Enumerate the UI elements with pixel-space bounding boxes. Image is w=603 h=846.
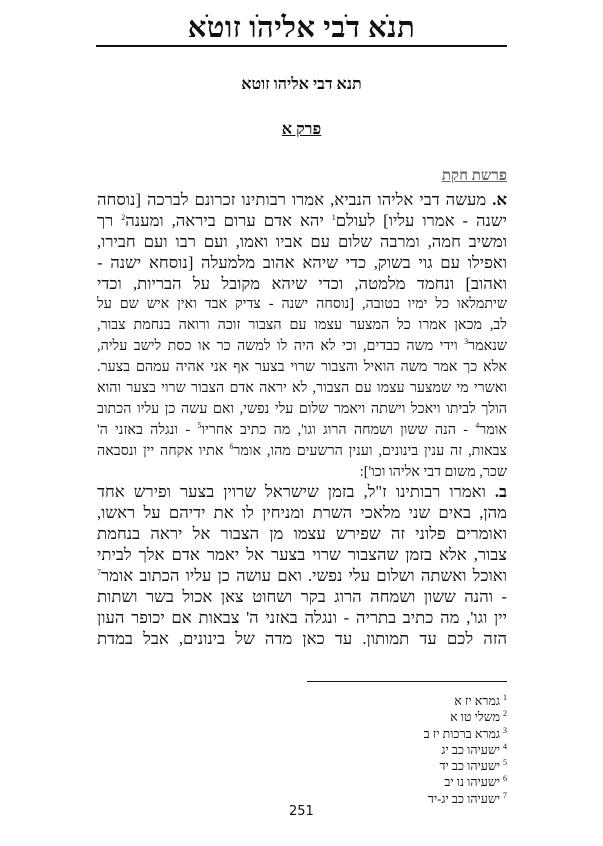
footnote xyxy=(424,706,507,725)
footnote-reference[interactable]: 5 xyxy=(197,420,202,430)
title-rule xyxy=(96,45,507,47)
footnote-reference[interactable]: 2 xyxy=(121,212,126,222)
text-segment: ואוכל ואשתה ושלום עלי נפשי. ואם עושה כן עליו הכתוב אומר xyxy=(101,566,507,586)
footnote-number: 4 xyxy=(503,741,507,751)
footnote-text: ישעיהו כב יד xyxy=(439,759,500,774)
text-line xyxy=(97,629,507,650)
text-line xyxy=(97,587,507,608)
text-segment: לב, מכאן אמרו כל המצער עצמו עם הצבור זוכה ורואה בנחמת צבור, xyxy=(97,317,507,334)
text-segment: שנאמר xyxy=(468,338,507,355)
section-heading: פרשת חקת xyxy=(441,168,507,184)
footnote-number: 2 xyxy=(503,709,507,719)
text-line xyxy=(97,294,507,315)
text-segment: ומשיב חמה, ומרבה שלום עם אביו ואמו, ועם רבו ועם חבירו, xyxy=(97,231,507,251)
text-segment: ואמרו רבותינו ז"ל, בזמן שישראל שרוין בצער ופירש אחד xyxy=(97,482,495,502)
text-segment: ואומרים פלוני זה שפירש עצמו מן הצבור אל יראה בנחמת xyxy=(97,524,507,544)
text-line xyxy=(97,441,507,462)
footnote-text: משלי טו א xyxy=(450,710,500,725)
footnote-text: ישעיהו נו יב xyxy=(444,775,500,790)
footnote xyxy=(424,771,507,790)
text-segment: ואפילו עם גוי בשוק, כדי שיהא אהוב מלמעלה [נוסחא ישנה - xyxy=(97,252,507,272)
text-segment: הזה לכם עד תמותון. עד כאן מדה של בינונים, אבל במדת xyxy=(97,628,507,648)
text-line xyxy=(97,608,507,629)
footnote xyxy=(424,788,507,804)
text-segment: וידי משה כבדים, וכי לא היה לו למשה כר או כסת לישב עליה, xyxy=(97,338,465,355)
text-line xyxy=(97,357,507,378)
text-line xyxy=(97,378,507,399)
book-title: תנא דבי אליהו זוטא xyxy=(241,76,362,93)
body-text xyxy=(97,190,507,650)
footnote xyxy=(424,739,507,755)
footnote-separator xyxy=(307,681,507,682)
footnote-number: 5 xyxy=(503,758,507,768)
footnote-reference[interactable]: 1 xyxy=(331,212,336,222)
text-segment: אלא כך אמר משה הואיל והצבור שרוי בצער אף אני אהיה עמהם בצער. xyxy=(97,359,507,376)
text-segment: - הנה ששון ושמחה הרוג וגו', מה כתיב אחריו xyxy=(201,421,476,438)
chapter-heading: פרק א xyxy=(281,121,322,138)
text-line xyxy=(97,482,507,503)
page-number: 251 xyxy=(289,804,314,819)
footnote-reference[interactable]: 3 xyxy=(464,337,469,347)
text-segment: שכר, משום דבי אליהו וכו']: xyxy=(359,463,507,480)
footnote-text: גמרא יז א xyxy=(454,694,500,708)
text-segment: אומר xyxy=(479,421,507,438)
running-title: תנׂא דׂבי אלׂיהׂו זוטׂא xyxy=(187,12,416,44)
text-line xyxy=(97,315,507,336)
text-line xyxy=(97,232,507,253)
footnote-reference[interactable]: 4 xyxy=(475,420,480,430)
text-segment: ואהוב] ונחמד מלמטה, וכדי שיהא מקובל על הבריות, וכדי xyxy=(97,273,507,293)
text-segment: מהן, באים שני מלאכי השרת ומניחין לו את ידיהם על ראשו, xyxy=(97,503,507,523)
text-segment: אתיו אקחה יין ונסבאה xyxy=(97,442,230,459)
text-line xyxy=(97,211,507,232)
footnote-text: גמרא ברכות יז ב xyxy=(423,726,500,741)
text-line xyxy=(97,399,507,420)
text-segment: צבור, אלא בזמן שהצבור שרוי בצער אל יאמר אדם אלך לביתי xyxy=(97,545,507,565)
text-line xyxy=(97,253,507,274)
text-segment: שיתמלאו כל ימיו בטובה, [נוסחה ישנה - צדיק אבד ואין איש שם על xyxy=(97,296,507,313)
text-line xyxy=(97,566,507,587)
footnote xyxy=(424,755,507,774)
text-line xyxy=(97,336,507,357)
text-segment: הולך לביתו ויאכל וישתה ויאמר שלום עלי נפשי, ואם עשה כן עליו הכתוב xyxy=(97,400,507,417)
text-segment: - והנה ששון ושמחה הרוג בקר ושחוט צאן אכול בשר ושתות xyxy=(97,586,507,606)
footnote-text: ישעיהו כב יג-יד xyxy=(427,791,500,806)
text-line xyxy=(97,462,507,483)
text-segment: צבאות, זה ענין בינונים, וענין הרשעים מהו, אומר xyxy=(233,442,507,459)
footnote xyxy=(424,690,507,706)
text-line xyxy=(97,274,507,295)
footnote-reference[interactable]: 7 xyxy=(97,568,101,578)
text-line xyxy=(97,503,507,524)
footnotes xyxy=(424,690,507,804)
text-segment: רך xyxy=(97,210,122,230)
footnote xyxy=(424,723,507,739)
paragraph-marker: א. xyxy=(492,190,507,209)
text-line xyxy=(97,190,507,211)
text-line xyxy=(97,420,507,441)
footnote-number: 6 xyxy=(503,774,507,784)
text-segment: - ונגלה באזני ה' xyxy=(97,421,198,438)
text-segment: ואשרי מי שמצער עצמו עם הצבור, לא יראה אדם הצבור שרוי בצער והוא xyxy=(97,380,507,397)
footnote-number: 3 xyxy=(503,725,507,735)
footnote-number: 7 xyxy=(503,790,507,800)
text-segment: יהא אדם ערום ביראה, ומענה xyxy=(125,210,332,230)
footnote-number: 1 xyxy=(503,693,507,702)
text-line xyxy=(97,524,507,545)
paragraph-marker: ב. xyxy=(494,482,507,502)
footnote-text: ישעיהו כב יג xyxy=(441,742,500,757)
text-segment: יין וגו', מה כתיב בתריה - ונגלה באזני ה' צבאות אם יכופר העון xyxy=(97,607,507,627)
footnote-reference[interactable]: 6 xyxy=(229,441,234,451)
text-line xyxy=(97,545,507,566)
text-segment: מעשה דבי אליהו הנביא, אמרו רבותינו זכרונם לברכה [נוסחה xyxy=(97,190,493,209)
text-segment: ישנה - אמרו עליו] לעולם xyxy=(335,210,507,230)
